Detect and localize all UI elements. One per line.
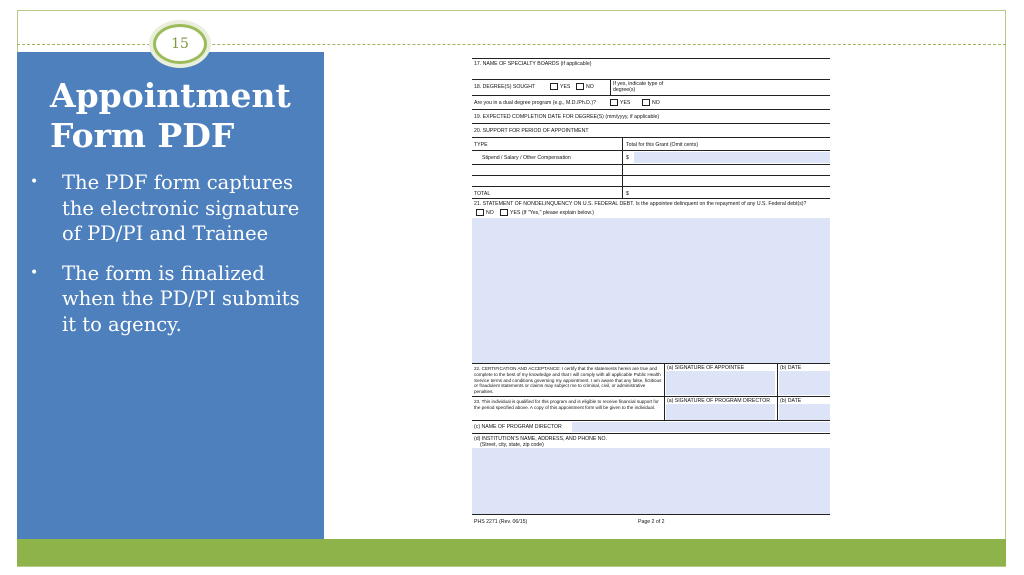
field-21-yes: YES (If "Yes," please explain below.) <box>498 209 594 216</box>
checkbox-icon <box>610 99 618 106</box>
field-20-label: 20. SUPPORT FOR PERIOD OF APPOINTMENT <box>474 128 589 134</box>
checkbox-icon <box>500 209 508 216</box>
dual-degree-no: NO <box>640 99 660 106</box>
field-22-text: 22. CERTIFICATION AND ACCEPTANCE: I certify that the statements herein are true and complete to the best of my knowledge and that I will comply with all applicable Public Health Service terms and conditions governing my appointment. I am aware that any false, fictitious or fraudulent statements or claims may subject me to criminal, civil, or administrative penalties. <box>474 366 662 395</box>
stipend-label: Stipend / Salary / Other Compensation <box>482 155 571 161</box>
field-18-note: If yes, indicate type of degree(s) <box>613 81 664 93</box>
stipend-dollar: $ <box>626 155 629 161</box>
total-label: TOTAL <box>474 191 491 197</box>
field-17-label: 17. NAME OF SPECIALTY BOARDS (if applicable) <box>474 61 592 67</box>
director-name-label: (c) NAME OF PROGRAM DIRECTOR <box>474 424 562 430</box>
field-18-no: NO <box>574 83 594 90</box>
slide-title: Appointment Form PDF <box>50 76 291 155</box>
checkbox-icon <box>642 99 650 106</box>
field-21-label: 21. STATEMENT OF NONDELINQUENCY ON U.S. FEDERAL DEBT. Is the appointee delinquent on the repayment of any U.S. Federal debt(s)? <box>474 201 807 207</box>
bullet-list <box>30 170 310 351</box>
field-23-text: 23. This individual is qualified for this program and is eligible to receive financial support for the period specified above. A copy of this appointment form will be given to the individual. <box>474 399 659 410</box>
slide-number-badge: 15 <box>153 24 207 64</box>
appointment-form-image <box>472 58 832 530</box>
institution-label: (d) INSTITUTION'S NAME, ADDRESS, AND PHONE NO. <box>474 436 607 442</box>
checkbox-icon <box>476 209 484 216</box>
signature-appointee-label: (a) SIGNATURE OF APPOINTEE <box>667 365 745 371</box>
type-header: TYPE <box>474 142 488 148</box>
total-dollar: $ <box>626 191 629 197</box>
field-18-label: 18. DEGREE(S) SOUGHT <box>474 84 536 90</box>
field-18-yes: YES <box>548 83 570 90</box>
bullet-dot-icon: • <box>30 264 39 281</box>
date-director-label: (b) DATE <box>780 398 802 404</box>
total-header: Total for this Grant (Omit cents) <box>626 142 699 148</box>
form-footer-left: PHS 2271 (Rev. 06/15) <box>474 519 528 525</box>
checkbox-icon <box>550 83 558 90</box>
bullet-item: • The form is finalized when the PD/PI submits it to agency. <box>30 261 300 336</box>
explanation-area <box>472 218 830 363</box>
checkbox-icon <box>576 83 584 90</box>
bullet-item: • The PDF form captures the electronic signature of PD/PI and Trainee <box>30 171 300 245</box>
dual-degree-yes: YES <box>608 99 630 106</box>
field-19-label: 19. EXPECTED COMPLETION DATE FOR DEGREE(S) (mm/yyyy, if applicable) <box>474 114 660 120</box>
footer-bar <box>17 539 1006 566</box>
field-21-no: NO <box>474 209 494 216</box>
date-appointee-label: (b) DATE <box>780 365 802 371</box>
signature-director-label: (a) SIGNATURE OF PROGRAM DIRECTOR <box>667 398 770 404</box>
institution-sublabel: (Street, city, state, zip code) <box>480 442 544 448</box>
bullet-dot-icon: • <box>30 174 39 190</box>
dual-degree-label: Are you in a dual degree program (e.g., M.D./Ph.D.)? <box>474 100 596 106</box>
form-footer-right: Page 2 of 2 <box>638 519 665 525</box>
